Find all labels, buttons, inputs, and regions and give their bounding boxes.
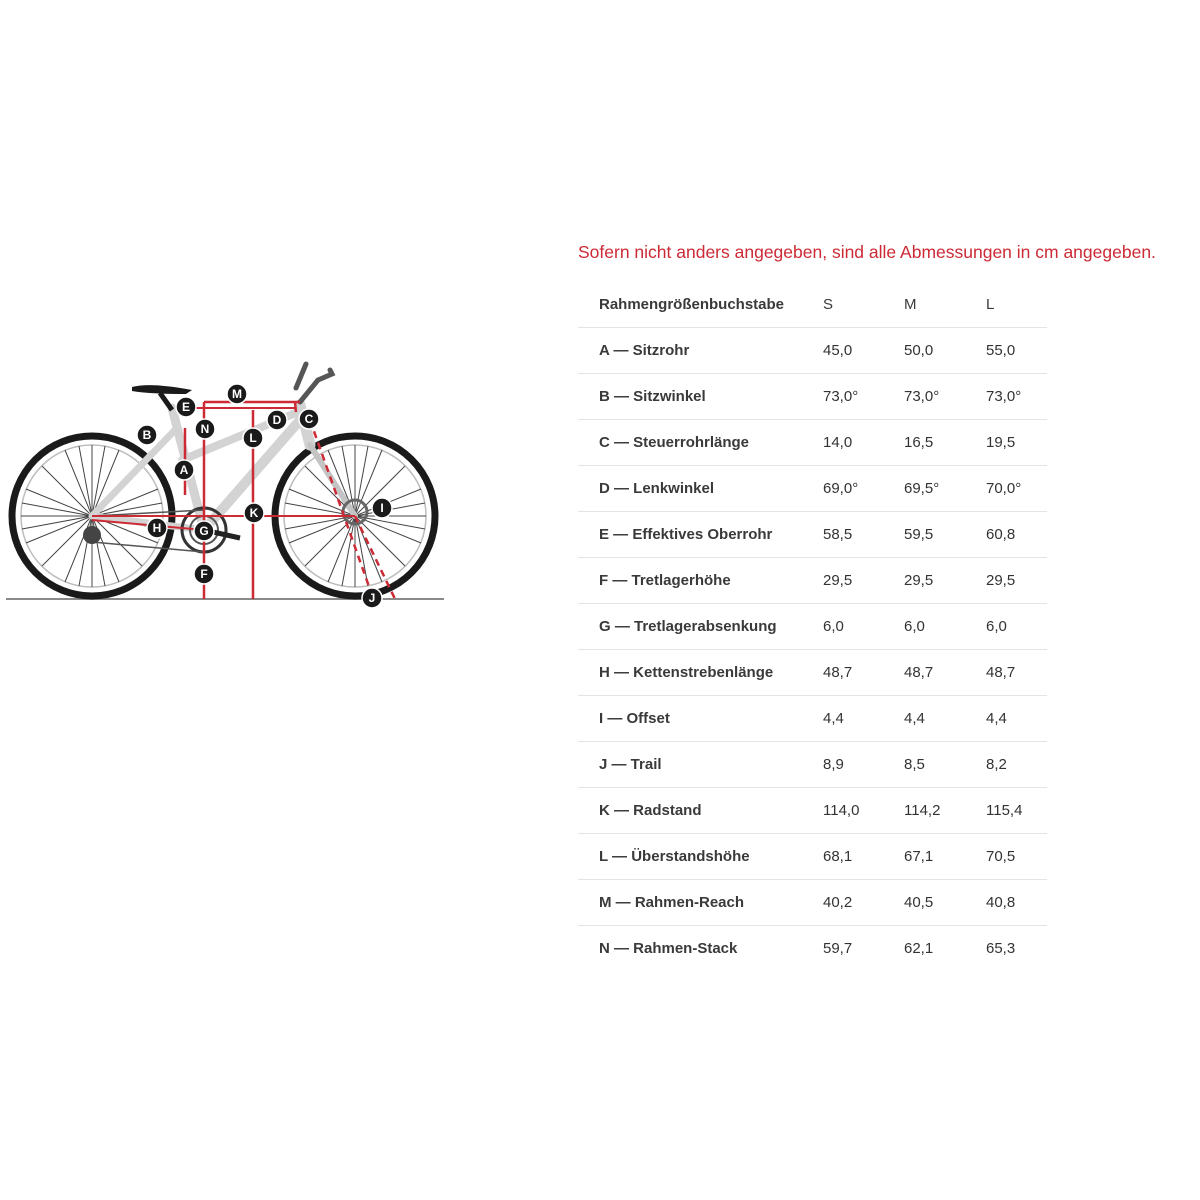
table-body [578, 328, 1047, 972]
cell-m: 4,4 [904, 696, 986, 742]
cell-m: 40,5 [904, 880, 986, 926]
marker-c [299, 409, 319, 429]
cell-l: 60,8 [986, 512, 1047, 558]
header-frame-size-letter: Rahmengrößenbuchstabe [578, 282, 823, 328]
table-header [578, 282, 1047, 328]
marker-l [243, 428, 263, 448]
table-row [578, 926, 1047, 972]
svg-text:N: N [200, 422, 210, 436]
marker-e [176, 397, 196, 417]
svg-text:C: C [304, 412, 314, 426]
cell-m: 50,0 [904, 328, 986, 374]
marker-j [362, 588, 382, 608]
table-row [578, 742, 1047, 788]
cell-m: 16,5 [904, 420, 986, 466]
bike-geometry-diagram [0, 350, 450, 620]
svg-text:M: M [232, 387, 242, 401]
cell-l: 29,5 [986, 558, 1047, 604]
svg-text:J: J [368, 591, 376, 605]
svg-text:I: I [380, 501, 384, 515]
row-label: A — Sitzrohr [578, 328, 823, 374]
svg-text:F: F [200, 567, 208, 581]
row-label: J — Trail [578, 742, 823, 788]
marker-m [227, 384, 247, 404]
handlebar [296, 364, 332, 402]
cell-m: 62,1 [904, 940, 934, 957]
table-row [578, 696, 1047, 742]
cell-l: 70,0° [986, 466, 1047, 512]
row-label: N — Rahmen-Stack [599, 940, 738, 957]
cell-s: 48,7 [823, 650, 904, 696]
cell-l: 55,0 [986, 328, 1047, 374]
cell-s: 29,5 [823, 558, 904, 604]
svg-text:K: K [249, 506, 259, 520]
cell-l: 8,2 [986, 742, 1047, 788]
svg-text:B: B [142, 428, 152, 442]
cell-s: 14,0 [823, 420, 904, 466]
row-label: I — Offset [578, 696, 823, 742]
cell-l: 4,4 [986, 696, 1047, 742]
svg-text:H: H [152, 521, 162, 535]
table-row [578, 328, 1047, 374]
bike-illustration [0, 350, 450, 620]
table-row [578, 420, 1047, 466]
row-label: C — Steuerrohrlänge [578, 420, 823, 466]
cell-s: 69,0° [823, 466, 904, 512]
cell-m: 114,2 [904, 788, 986, 834]
svg-text:D: D [272, 413, 282, 427]
svg-text:E: E [181, 400, 191, 414]
cell-s: 45,0 [823, 328, 904, 374]
svg-text:L: L [249, 431, 257, 445]
marker-a [174, 460, 194, 480]
cell-l: 115,4 [986, 788, 1047, 834]
row-label: D — Lenkwinkel [578, 466, 823, 512]
cell-l: 70,5 [986, 834, 1047, 880]
cell-l: 6,0 [986, 604, 1047, 650]
table-row [578, 466, 1047, 512]
header-size-s: S [823, 282, 904, 328]
marker-d [267, 410, 287, 430]
svg-text:A: A [179, 463, 189, 477]
table-row [578, 788, 1047, 834]
table-row [578, 604, 1047, 650]
row-label: M — Rahmen-Reach [578, 880, 823, 926]
header-size-l: L [986, 282, 1047, 328]
table-row [578, 512, 1047, 558]
table-row [578, 834, 1047, 880]
units-note: Sofern nicht anders angegeben, sind alle Abmessungen in cm angegeben. [578, 242, 1156, 262]
cell-m: 59,5 [904, 512, 986, 558]
cell-m: 8,5 [904, 742, 986, 788]
table-row [578, 880, 1047, 926]
table-row [578, 558, 1047, 604]
marker-n [195, 419, 215, 439]
cell-m: 29,5 [904, 558, 986, 604]
cell-l: 19,5 [986, 420, 1047, 466]
marker-h [147, 518, 167, 538]
marker-g [194, 521, 214, 541]
cell-m: 69,5° [904, 466, 986, 512]
geometry-table [578, 282, 1047, 971]
cell-l: 40,8 [986, 880, 1047, 926]
cell-s: 58,5 [823, 512, 904, 558]
cell-s: 59,7 [823, 940, 853, 957]
row-label: H — Kettenstrebenlänge [578, 650, 823, 696]
cell-m: 67,1 [904, 834, 986, 880]
row-label: K — Radstand [578, 788, 823, 834]
table-row [578, 374, 1047, 420]
marker-i [372, 498, 392, 518]
table-header-row [578, 282, 1047, 328]
svg-text:G: G [199, 524, 209, 538]
cell-l: 65,3 [986, 940, 1016, 957]
cell-m: 73,0° [904, 374, 986, 420]
marker-k [244, 503, 264, 523]
row-label: E — Effektives Oberrohr [578, 512, 823, 558]
cell-s: 114,0 [823, 788, 904, 834]
row-label: L — Überstandshöhe [578, 834, 823, 880]
cell-s: 68,1 [823, 834, 904, 880]
row-label: G — Tretlagerabsenkung [578, 604, 823, 650]
marker-f [194, 564, 214, 584]
table-row [578, 650, 1047, 696]
cell-s: 8,9 [823, 742, 904, 788]
row-label: B — Sitzwinkel [578, 374, 823, 420]
marker-b [137, 425, 157, 445]
row-label: F — Tretlagerhöhe [578, 558, 823, 604]
cell-s: 40,2 [823, 880, 904, 926]
cell-l: 48,7 [986, 650, 1047, 696]
cell-s: 73,0° [823, 374, 904, 420]
cell-l: 73,0° [986, 374, 1047, 420]
cell-m: 48,7 [904, 650, 986, 696]
cell-m: 6,0 [904, 604, 986, 650]
header-size-m: M [904, 282, 986, 328]
cell-s: 4,4 [823, 696, 904, 742]
cell-s: 6,0 [823, 604, 904, 650]
